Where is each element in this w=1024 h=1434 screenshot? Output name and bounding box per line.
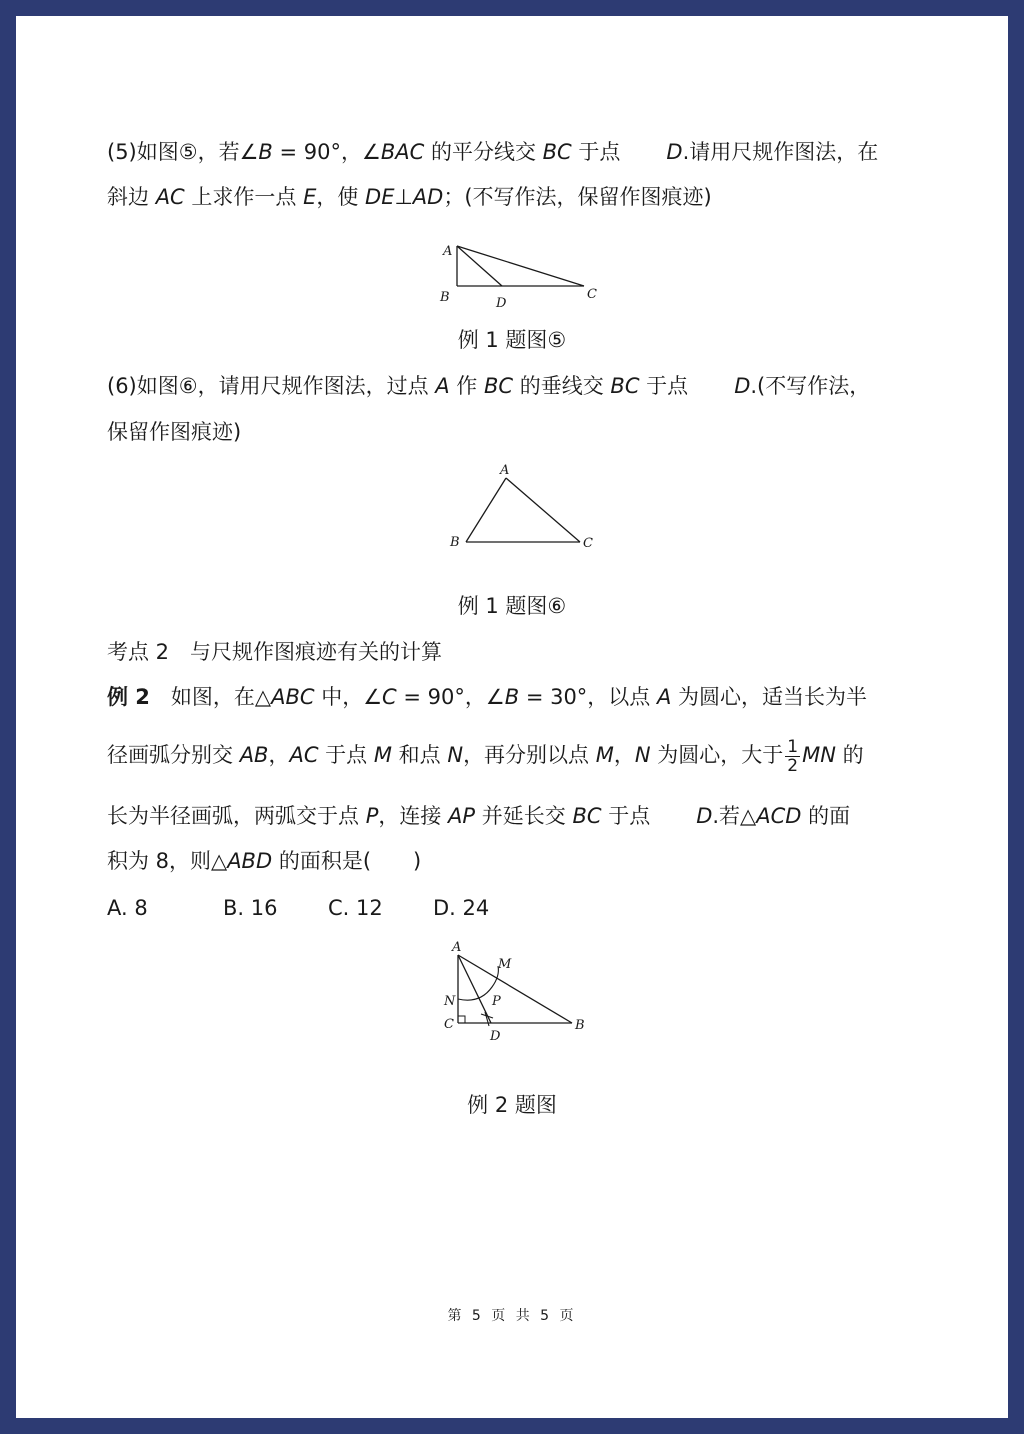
text: BC	[610, 374, 640, 398]
text: ，	[613, 743, 635, 767]
segment-ab	[466, 478, 506, 542]
label-d: D	[490, 1029, 501, 1044]
text: 为圆心，适当长为半	[671, 685, 868, 709]
text: 的平分线交	[424, 140, 543, 164]
label-c: C	[583, 536, 593, 551]
ex2-line-4	[107, 849, 937, 873]
text: 为圆心，大于	[650, 743, 784, 767]
text: .若△	[712, 804, 757, 828]
document-page	[16, 16, 1008, 1418]
figure-ex2-caption: 例 2 题图	[467, 1093, 557, 1117]
example-label: 例 2	[107, 685, 150, 709]
label-b: B	[450, 535, 460, 550]
label-m: M	[498, 957, 512, 972]
text: C	[382, 685, 397, 709]
answer-options	[107, 896, 937, 920]
text: BC	[542, 140, 572, 164]
text: 积为 8，则△	[107, 849, 228, 873]
text: D	[734, 374, 751, 398]
text: AB	[239, 743, 269, 767]
text: M	[595, 743, 614, 767]
page-footer: 第 5 页 共 5 页	[447, 1308, 577, 1324]
text: 如图，在△	[149, 685, 272, 709]
text: D	[696, 804, 713, 828]
text: E	[303, 185, 317, 209]
text: 中，∠	[314, 685, 383, 709]
text: BC	[572, 804, 602, 828]
text: = 90°，∠	[272, 140, 381, 164]
ex2-line-2	[107, 736, 937, 775]
text: ；(不写作法，保留作图痕迹)	[443, 185, 712, 209]
text: B	[258, 140, 273, 164]
option-a[interactable]: A. 8	[107, 896, 148, 920]
label-a: A	[452, 940, 462, 955]
text: ，再分别以点	[463, 743, 596, 767]
text: ACD	[756, 804, 802, 828]
text: DE	[365, 185, 395, 209]
label-b: B	[575, 1018, 585, 1033]
figure-ex2	[428, 932, 618, 1044]
right-angle-mark	[458, 1016, 465, 1023]
option-c[interactable]: C. 12	[328, 896, 383, 920]
section-heading: 考点 2 与尺规作图痕迹有关的计算	[107, 640, 443, 664]
text: N	[447, 743, 464, 767]
figure-5-caption: 例 1 题图⑤	[457, 328, 567, 352]
q6-line-1	[107, 374, 937, 398]
ex2-line-3	[107, 804, 937, 828]
text: MN	[802, 743, 836, 767]
text: 径画弧分别交	[107, 743, 240, 767]
segment-ac	[457, 246, 584, 286]
text: 的垂线交	[513, 374, 611, 398]
ex2-line-1	[107, 685, 937, 709]
label-a: A	[443, 244, 453, 259]
label-b: B	[440, 290, 450, 305]
text: 的面	[801, 804, 851, 828]
text: = 30°，以点	[519, 685, 657, 709]
text: AD	[412, 185, 444, 209]
text: P	[365, 804, 379, 828]
label-a: A	[500, 463, 510, 478]
text: M	[373, 743, 392, 767]
text: ，连接	[378, 804, 449, 828]
text: AP	[448, 804, 476, 828]
option-d[interactable]: D. 24	[433, 896, 490, 920]
text: .(不写作法，	[750, 374, 871, 398]
text: 作	[449, 374, 484, 398]
text: 于点	[571, 140, 621, 164]
text: 长为半径画弧，两弧交于点	[107, 804, 366, 828]
q5-line-1	[107, 140, 937, 164]
text: BC	[483, 374, 514, 398]
text: ⊥	[394, 185, 413, 209]
text: 于点	[601, 804, 651, 828]
text: A	[656, 685, 672, 709]
text: 于点	[639, 374, 689, 398]
fraction-numerator: 1	[787, 736, 799, 757]
label-p: P	[492, 994, 501, 1009]
text: (5)如图⑤，若∠	[107, 140, 259, 164]
label-c: C	[444, 1017, 454, 1032]
text: BAC	[380, 140, 425, 164]
text: AC	[289, 743, 319, 767]
text: 于点	[318, 743, 374, 767]
text: ABC	[271, 685, 315, 709]
text: = 90°，∠	[396, 685, 505, 709]
text: 并延长交	[475, 804, 573, 828]
text: 的面积是( )	[272, 849, 422, 873]
text: ABD	[227, 849, 273, 873]
label-d: D	[496, 296, 507, 311]
text: AC	[155, 185, 185, 209]
text: 上求作一点	[184, 185, 304, 209]
q6-line-2: 保留作图痕迹)	[107, 420, 242, 444]
text: (6)如图⑥，请用尺规作图法，过点	[107, 374, 436, 398]
text: .请用尺规作图法，在	[682, 140, 879, 164]
text: N	[634, 743, 651, 767]
text: D	[666, 140, 683, 164]
text: ，	[268, 743, 290, 767]
text: ，使	[316, 185, 366, 209]
text: 和点	[391, 743, 448, 767]
option-b[interactable]: B. 16	[223, 896, 278, 920]
figure-6	[426, 456, 626, 556]
segment-ad	[457, 246, 502, 286]
figure-5	[426, 222, 626, 312]
label-n: N	[444, 994, 456, 1009]
segment-ac	[506, 478, 580, 542]
text: 斜边	[107, 185, 156, 209]
q5-line-2	[107, 185, 937, 209]
text: 的	[835, 743, 864, 767]
figure-6-caption: 例 1 题图⑥	[457, 594, 567, 618]
label-c: C	[587, 287, 597, 302]
text: B	[504, 685, 520, 709]
text: A	[435, 374, 450, 398]
fraction-denominator: 2	[787, 755, 799, 776]
fraction-one-half	[785, 738, 800, 775]
